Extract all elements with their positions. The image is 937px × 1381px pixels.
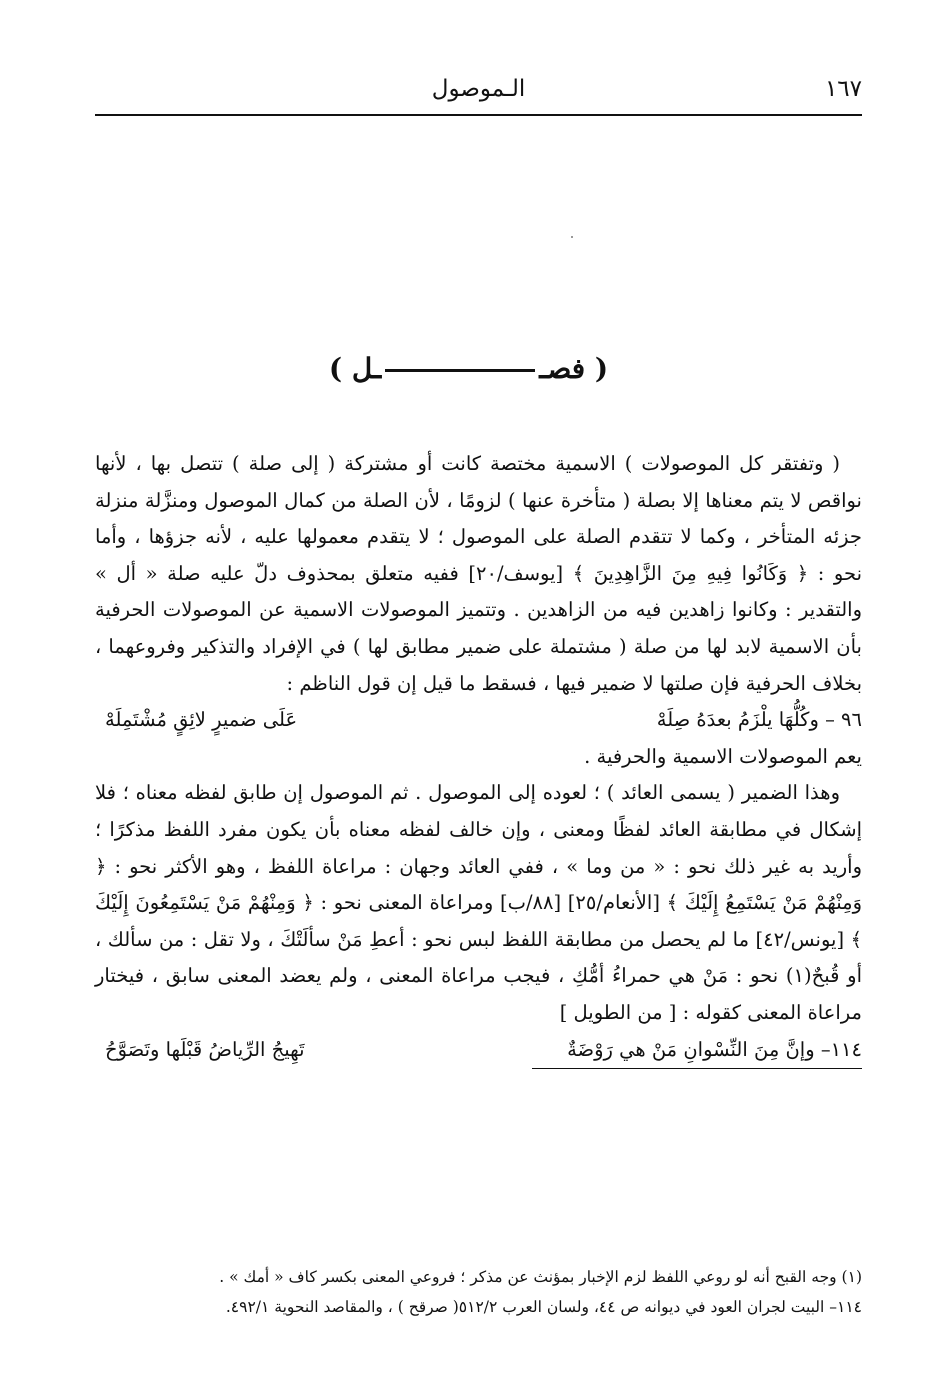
paragraph-1: ( وتفتقر كل الموصولات ) الاسمية مختصة كانت أو مشتركة ( إلى صلة ) تتصل بها ، لأنها نواقص لا يتم معناها إلا بصلة ( متأخرة عنها ) لزومًا ، لأن الصلة من كمال الموصول ومنزَّلة منزلة جزئه المتأخر ، وكما لا تتقدم الصلة على الموصول ؛ لا يتقدم معمولها عليه ، لأنه جزؤها ، وأما نحو : ﴿ وَكَانُوا فِيهِ مِنَ الزَّاهِدِينَ ﴾ [يوسف/٢٠] ففيه متعلق بمحذوف دلّ عليه صلة « أل » والتقدير : وكانوا زاهدين فيه من الزاهدين . وتتميز الموصولات الاسمية عن الموصولات الحرفية بأن الاسمية لابد لها من صلة ( مشتملة على ضمير مطابق لها ) في الإفراد والتذكير وفروعهما ، بخلاف الحرفية فإن صلتها لا ضمير فيها ، فسقط ما قيل إن قول الناظم : [95, 452, 862, 695]
running-title: الـموصول [431, 76, 526, 102]
footnote-1: (١) وجه القبح أنه لو روعي اللفظ لزم الإخبار بمؤنث عن مذكر ؛ فروعي المعنى بكسر كاف « أمك » . [219, 1268, 862, 1286]
footnotes [95, 1262, 862, 1322]
kashida-bar [385, 369, 535, 372]
page-header [95, 70, 862, 116]
footnote-verse-114: ١١٤– البيت لجران العود في ديوانه ص ٤٤، ولسان العرب ٥١٢/٢( صرقح ) ، والمقاصد النحوية ٤٩٢/١. [225, 1298, 862, 1316]
speck [571, 236, 573, 238]
verse-114-first-hemistich: ١١٤– وإنَّ مِنَ النِّسْوانِ مَنْ هي رَوْضَةٌ [532, 1032, 862, 1070]
page-number: ١٦٧ [824, 76, 862, 102]
verse-96 [95, 702, 862, 739]
main-text [95, 446, 862, 1069]
verse-96-first-hemistich: ٩٦ – وكُلُّهَا يلْزَمُ بعدَهُ صِلَهْ [656, 708, 862, 732]
verse-114 [95, 1032, 862, 1070]
paragraph-2: وهذا الضمير ( يسمى العائد ) ؛ لعوده إلى الموصول . ثم الموصول إن طابق لفظه معناه ؛ فلا إشكال في مطابقة العائد لفظًا ومعنى ، وإن خالف لفظه معناه بأن يكون مفرد اللفظ مذكرًا ؛ وأريد به غير ذلك نحو : « من وما » ، ففي العائد وجهان : مراعاة اللفظ ، وهو الأكثر نحو : ﴿ وَمِنْهُمْ مَنْ يَسْتَمِعُ إِلَيْكَ ﴾ [الأنعام/٢٥] [٨٨/ب] ومراعاة المعنى نحو : ﴿ وَمِنْهُمْ مَنْ يَسْتَمِعُونَ إِلَيْكَ ﴾ [يونس/٤٢] ما لم يحصل من مطابقة اللفظ لبس نحو : أعطِ مَنْ سألَتْكَ ، ولا تقل : من سألك ، أو قُبحٌ(١) نحو : مَنْ هي حمراءُ أمُّكِ ، فيجب مراعاة المعنى ، ولم يعضد المعنى سابق ، فيختار مراعاة المعنى كقوله : [ من الطويل ] [95, 781, 863, 1024]
verse-114-second-hemistich: تَهِيجُ الرِّياضُ قَبْلَها وتَصَوَّحُ [105, 1037, 305, 1061]
section-heading-start: ( فصـ [539, 352, 609, 385]
section-heading-end: ـل ) [328, 352, 382, 385]
verse-96-second-hemistich: عَلَى ضميرٍ لائِقٍ مُشْتَمِلَهْ [105, 708, 298, 732]
section-heading [0, 352, 937, 385]
paragraph-after-verse: يعم الموصولات الاسمية والحرفية . [584, 744, 862, 768]
